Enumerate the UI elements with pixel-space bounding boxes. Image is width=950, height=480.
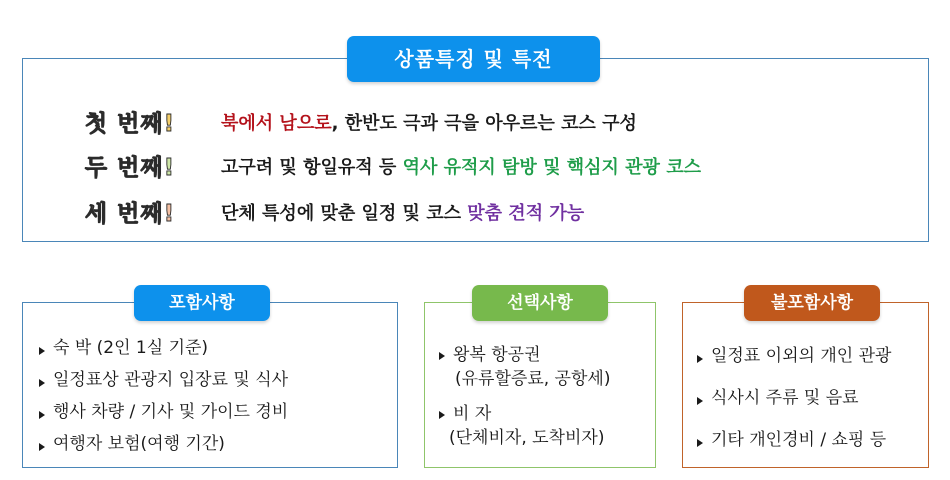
bullet-icon	[697, 355, 703, 363]
included-title-tab: 포함사항	[134, 285, 270, 321]
bullet-icon	[39, 347, 45, 355]
feature-highlight-3: 맞춤 견적 가능	[467, 203, 585, 224]
bullet-icon	[697, 397, 703, 405]
feature-ordinal-2: 두 번째!	[84, 155, 176, 181]
optional-label-2: 비 자	[453, 404, 492, 424]
feature-row-3	[23, 194, 928, 234]
feature-text-1	[221, 104, 637, 144]
feature-ordinal-1: 첫 번째!	[84, 111, 176, 137]
optional-detail-2: (단체비자, 도착비자)	[449, 428, 605, 448]
excluded-title-tab: 불포함사항	[744, 285, 880, 321]
feature-row-2	[23, 148, 928, 188]
bullet-icon	[39, 443, 45, 451]
features-panel	[22, 58, 929, 242]
excluded-panel: 일정표 이외의 개인 관광 식사시 주류 및 음료 기타 개인경비 / 쇼핑 등	[682, 302, 929, 468]
feature-rest-1: , 한반도 극과 극을 아우르는 코스 구성	[331, 113, 637, 134]
feature-text-2	[221, 148, 701, 188]
bullet-icon	[439, 411, 445, 419]
optional-panel	[424, 302, 656, 468]
optional-detail-1: (유류할증료, 공항세)	[455, 369, 611, 389]
optional-title-tab: 선택사항	[472, 285, 608, 321]
feature-ordinal-3: 세 번째!	[84, 201, 176, 227]
bullet-icon	[39, 411, 45, 419]
bullet-icon	[697, 439, 703, 447]
included-panel: 숙 박 (2인 1실 기준) 일정표상 관광지 입장료 및 식사 행사 차량 / 기사 및 가이드 경비 여행자 보험(여행 기간)	[22, 302, 398, 468]
feature-row-1	[23, 104, 928, 144]
features-title-tab: 상품특징 및 특전	[347, 36, 600, 82]
feature-lead-2: 고구려 및 항일유적 등	[221, 157, 403, 178]
optional-label-1: 왕복 항공권	[453, 345, 541, 365]
bullet-icon	[39, 379, 45, 387]
feature-lead-3: 단체 특성에 맞춘 일정 및 코스	[221, 203, 468, 224]
feature-text-3	[221, 194, 584, 234]
feature-highlight-1: 북에서 남으로	[221, 113, 332, 134]
feature-highlight-2: 역사 유적지 탐방 및 핵심지 관광 코스	[402, 157, 701, 178]
bullet-icon	[439, 352, 445, 360]
